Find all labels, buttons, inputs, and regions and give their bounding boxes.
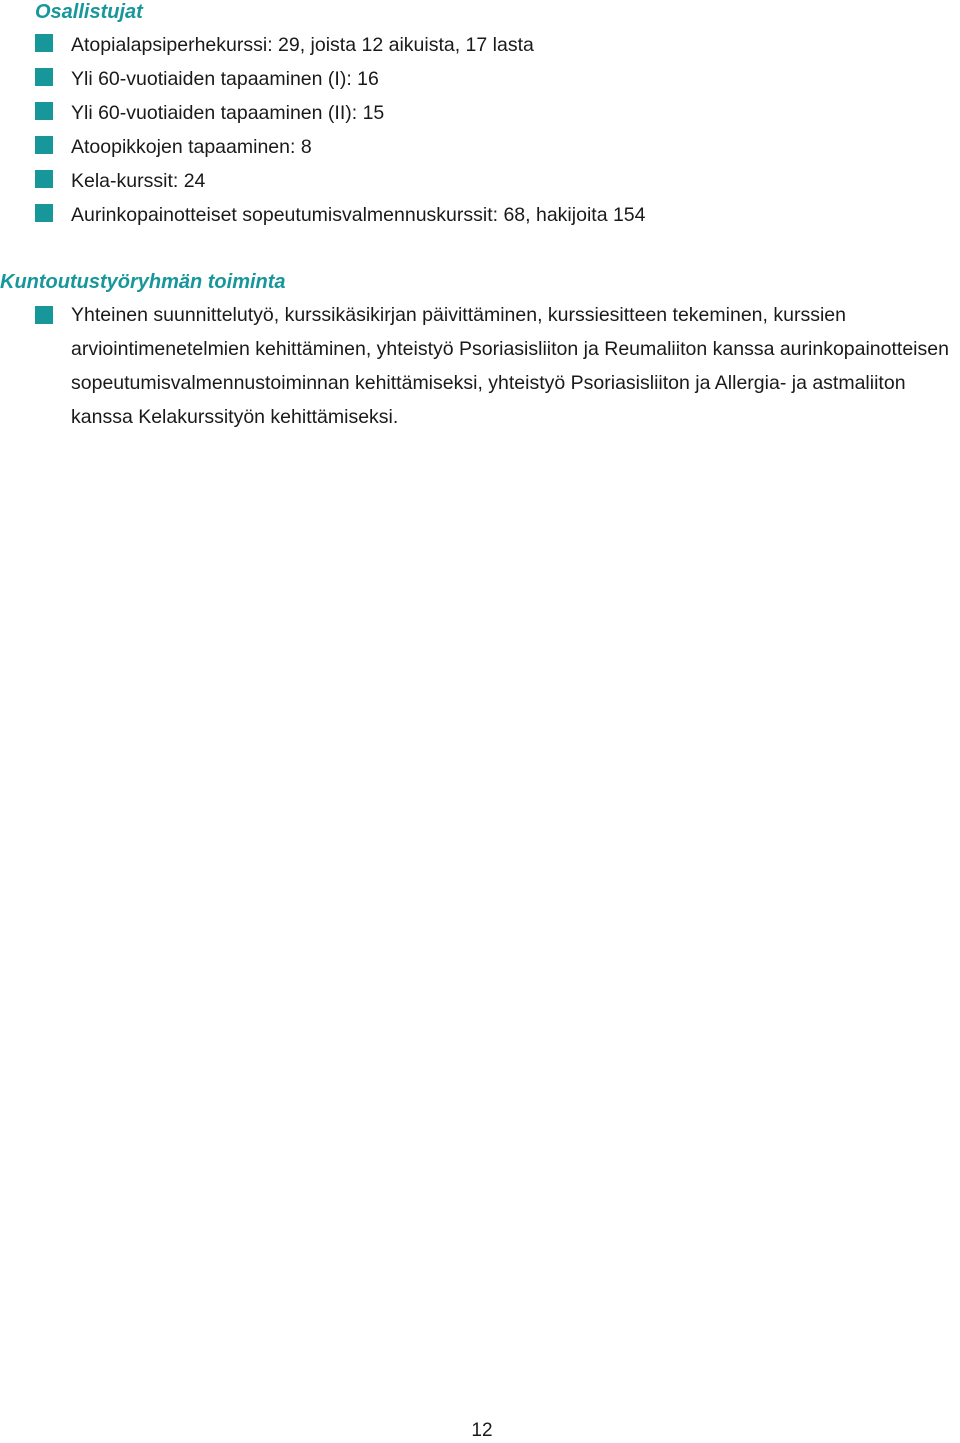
square-bullet-icon <box>35 204 53 222</box>
list-item-text: Yli 60-vuotiaiden tapaaminen (II): 15 <box>71 102 385 124</box>
square-bullet-icon <box>35 68 53 86</box>
square-bullet-icon <box>35 170 53 188</box>
list-item <box>0 96 646 130</box>
list-item-text: Atopialapsiperhekurssi: 29, joista 12 aikuista, 17 lasta <box>71 34 534 56</box>
list-item-text: Kela-kurssit: 24 <box>71 170 206 192</box>
list-item <box>0 130 646 164</box>
list-item <box>0 28 646 62</box>
list-item <box>0 164 646 198</box>
participants-list <box>0 28 646 232</box>
list-item-text: Yhteinen suunnittelutyö, kurssikäsikirjan päivittäminen, kurssiesitteen tekeminen, kurssien arviointimenetelmien kehittäminen, yhteistyö Psoriasisliiton ja Reumaliiton kanssa aurinkopainotteisen sopeutumisvalmennustoiminnan kehittämiseksi, yhteistyö Psoriasisliiton ja Allergia- ja astmaliiton kanssa Kelakurssityön kehittämiseksi. <box>71 304 949 428</box>
section-heading-kuntoutustyoryhma: Kuntoutustyöryhmän toiminta <box>0 271 286 293</box>
list-item <box>0 62 646 96</box>
square-bullet-icon <box>35 102 53 120</box>
list-item <box>0 198 646 232</box>
list-item <box>0 298 960 434</box>
square-bullet-icon <box>35 136 53 154</box>
section-heading-osallistujat: Osallistujat <box>35 1 143 23</box>
list-item-text: Yli 60-vuotiaiden tapaaminen (I): 16 <box>71 68 379 90</box>
working-group-list <box>0 298 960 434</box>
list-item-text: Atoopikkojen tapaaminen: 8 <box>71 136 312 158</box>
square-bullet-icon <box>35 34 53 52</box>
page-number: 12 <box>471 1420 493 1441</box>
list-item-text: Aurinkopainotteiset sopeutumisvalmennuskurssit: 68, hakijoita 154 <box>71 204 646 226</box>
square-bullet-icon <box>35 306 53 324</box>
